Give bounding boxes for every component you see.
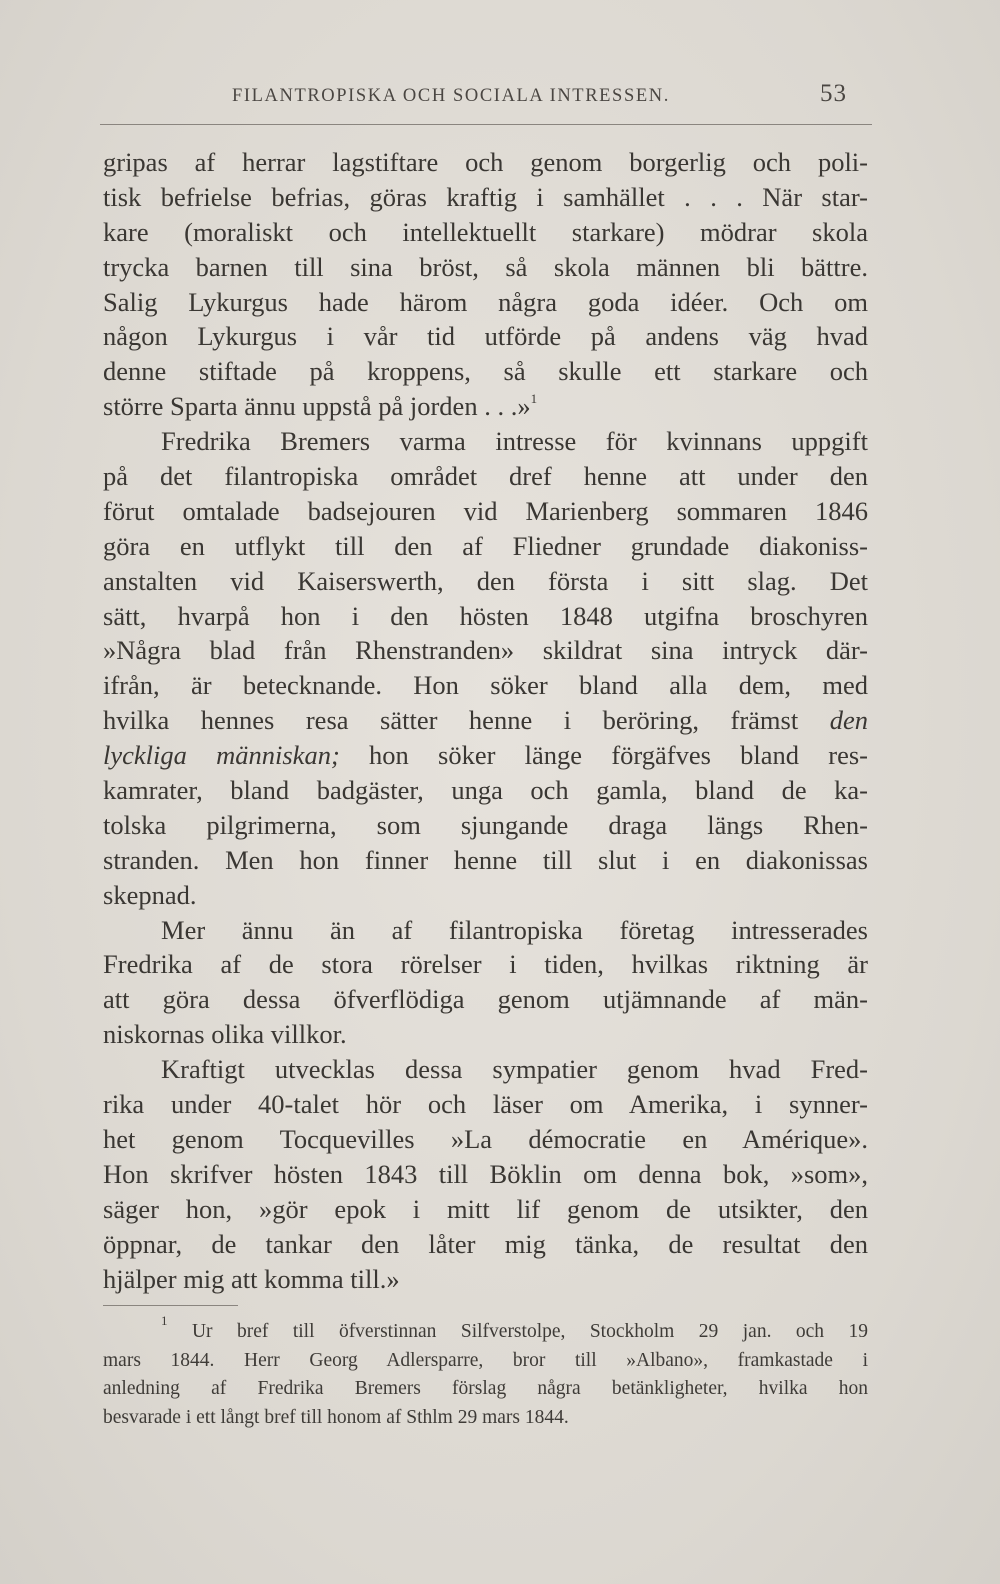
text-line xyxy=(103,389,868,424)
text-line: Mer ännu än af filantropiska företag intresserades xyxy=(161,914,868,945)
text-line: säger hon, »gör epok i mitt lif genom de utsikter, den xyxy=(103,1193,868,1224)
text-line xyxy=(103,738,868,773)
text-line: kare (moraliskt och intellektuellt starkare) mödrar skola xyxy=(103,216,868,247)
italic-text: den xyxy=(829,705,868,736)
text-line: Hon skrifver hösten 1843 till Böklin om denna bok, »som», xyxy=(103,1158,868,1189)
text-line: öppnar, de tankar den låter mig tänka, de resultat den xyxy=(103,1228,868,1259)
text-segment: hvilka hennes resa sätter henne i beröring, främst xyxy=(103,705,799,736)
text-line: rika under 40-talet hör och läser om Amerika, i synner- xyxy=(103,1089,868,1120)
text-line: tolska pilgrimerna, som sjungande draga längs Rhen- xyxy=(103,809,868,840)
text-line: sätt, hvarpå hon i den hösten 1848 utgifna broschyren xyxy=(103,600,868,631)
text-line: anstalten vid Kaiserswerth, den första i sitt slag. Det xyxy=(103,565,868,596)
text-line: het genom Tocquevilles »La démocratie en Amérique». xyxy=(103,1123,868,1154)
text-line: göra en utflykt till den af Fliedner grundade diakoniss- xyxy=(103,530,868,561)
page-number: 53 xyxy=(820,80,847,107)
text-line: Fredrika Bremers varma intresse för kvinnans uppgift xyxy=(161,426,868,457)
footnote-line: anledning af Fredrika Bremers förslag några betänkligheter, hvilka hon xyxy=(103,1378,868,1399)
text-line: denne stiftade på kroppens, så skulle ett starkare och xyxy=(103,356,868,387)
text-line: kamrater, bland badgäster, unga och gamla, bland de ka- xyxy=(103,775,868,806)
footnote-line: besvarade i ett långt bref till honom af Sthlm 29 mars 1844. xyxy=(103,1406,569,1428)
text-line xyxy=(103,703,868,738)
header-rule xyxy=(100,124,872,125)
text-line: »Några blad från Rhenstranden» skildrat sina intryck där- xyxy=(103,635,868,666)
text-line: Salig Lykurgus hade härom några goda idéer. Och om xyxy=(103,286,868,317)
text-line: tisk befrielse befrias, göras kraftig i samhället . . . När star- xyxy=(103,181,868,212)
footnotes xyxy=(103,1313,868,1432)
text-line: Fredrika af de stora rörelser i tiden, hvilkas riktning är xyxy=(103,949,868,980)
text-line: någon Lykurgus i vår tid utförde på andens väg hvad xyxy=(103,321,868,352)
text-line: skepnad. xyxy=(103,879,197,910)
footnote-rule xyxy=(103,1305,238,1306)
italic-text: lyckliga människan; xyxy=(103,740,340,771)
text-segment: större Sparta ännu uppstå på jorden . . .» xyxy=(103,391,531,422)
text-line: förut omtalade badsejouren vid Marienberg sommaren 1846 xyxy=(103,495,868,526)
text-line: niskornas olika villkor. xyxy=(103,1019,347,1050)
text-line: hjälper mig att komma till.» xyxy=(103,1263,400,1294)
text-line: stranden. Men hon finner henne till slut i en diakonissas xyxy=(103,844,868,875)
body-text xyxy=(103,145,868,1296)
text-line: ifrån, är betecknande. Hon söker bland alla dem, med xyxy=(103,670,868,701)
footnote-marker: 1 xyxy=(161,1313,168,1328)
footnote-line xyxy=(103,1313,868,1347)
text-segment: hon söker länge förgäfves bland res- xyxy=(339,740,868,771)
text-line: trycka barnen till sina bröst, så skola männen bli bättre. xyxy=(103,251,868,282)
text-line: på det filantropiska området dref henne att under den xyxy=(103,461,868,492)
footnote-reference: 1 xyxy=(530,391,538,407)
text-segment: Ur bref till öfverstinnan Silfverstolpe, Stockholm 29 jan. och 19 xyxy=(167,1321,868,1342)
running-head: FILANTROPISKA OCH SOCIALA INTRESSEN. xyxy=(232,86,670,106)
text-line: Kraftigt utvecklas dessa sympatier genom hvad Fred- xyxy=(161,1054,868,1085)
footnote-line: mars 1844. Herr Georg Adlersparre, bror till »Albano», framkastade i xyxy=(103,1349,868,1371)
text-line: att göra dessa öfverflödiga genom utjämnande af män- xyxy=(103,984,868,1015)
text-line: gripas af herrar lagstiftare och genom borgerlig och poli- xyxy=(103,147,868,177)
